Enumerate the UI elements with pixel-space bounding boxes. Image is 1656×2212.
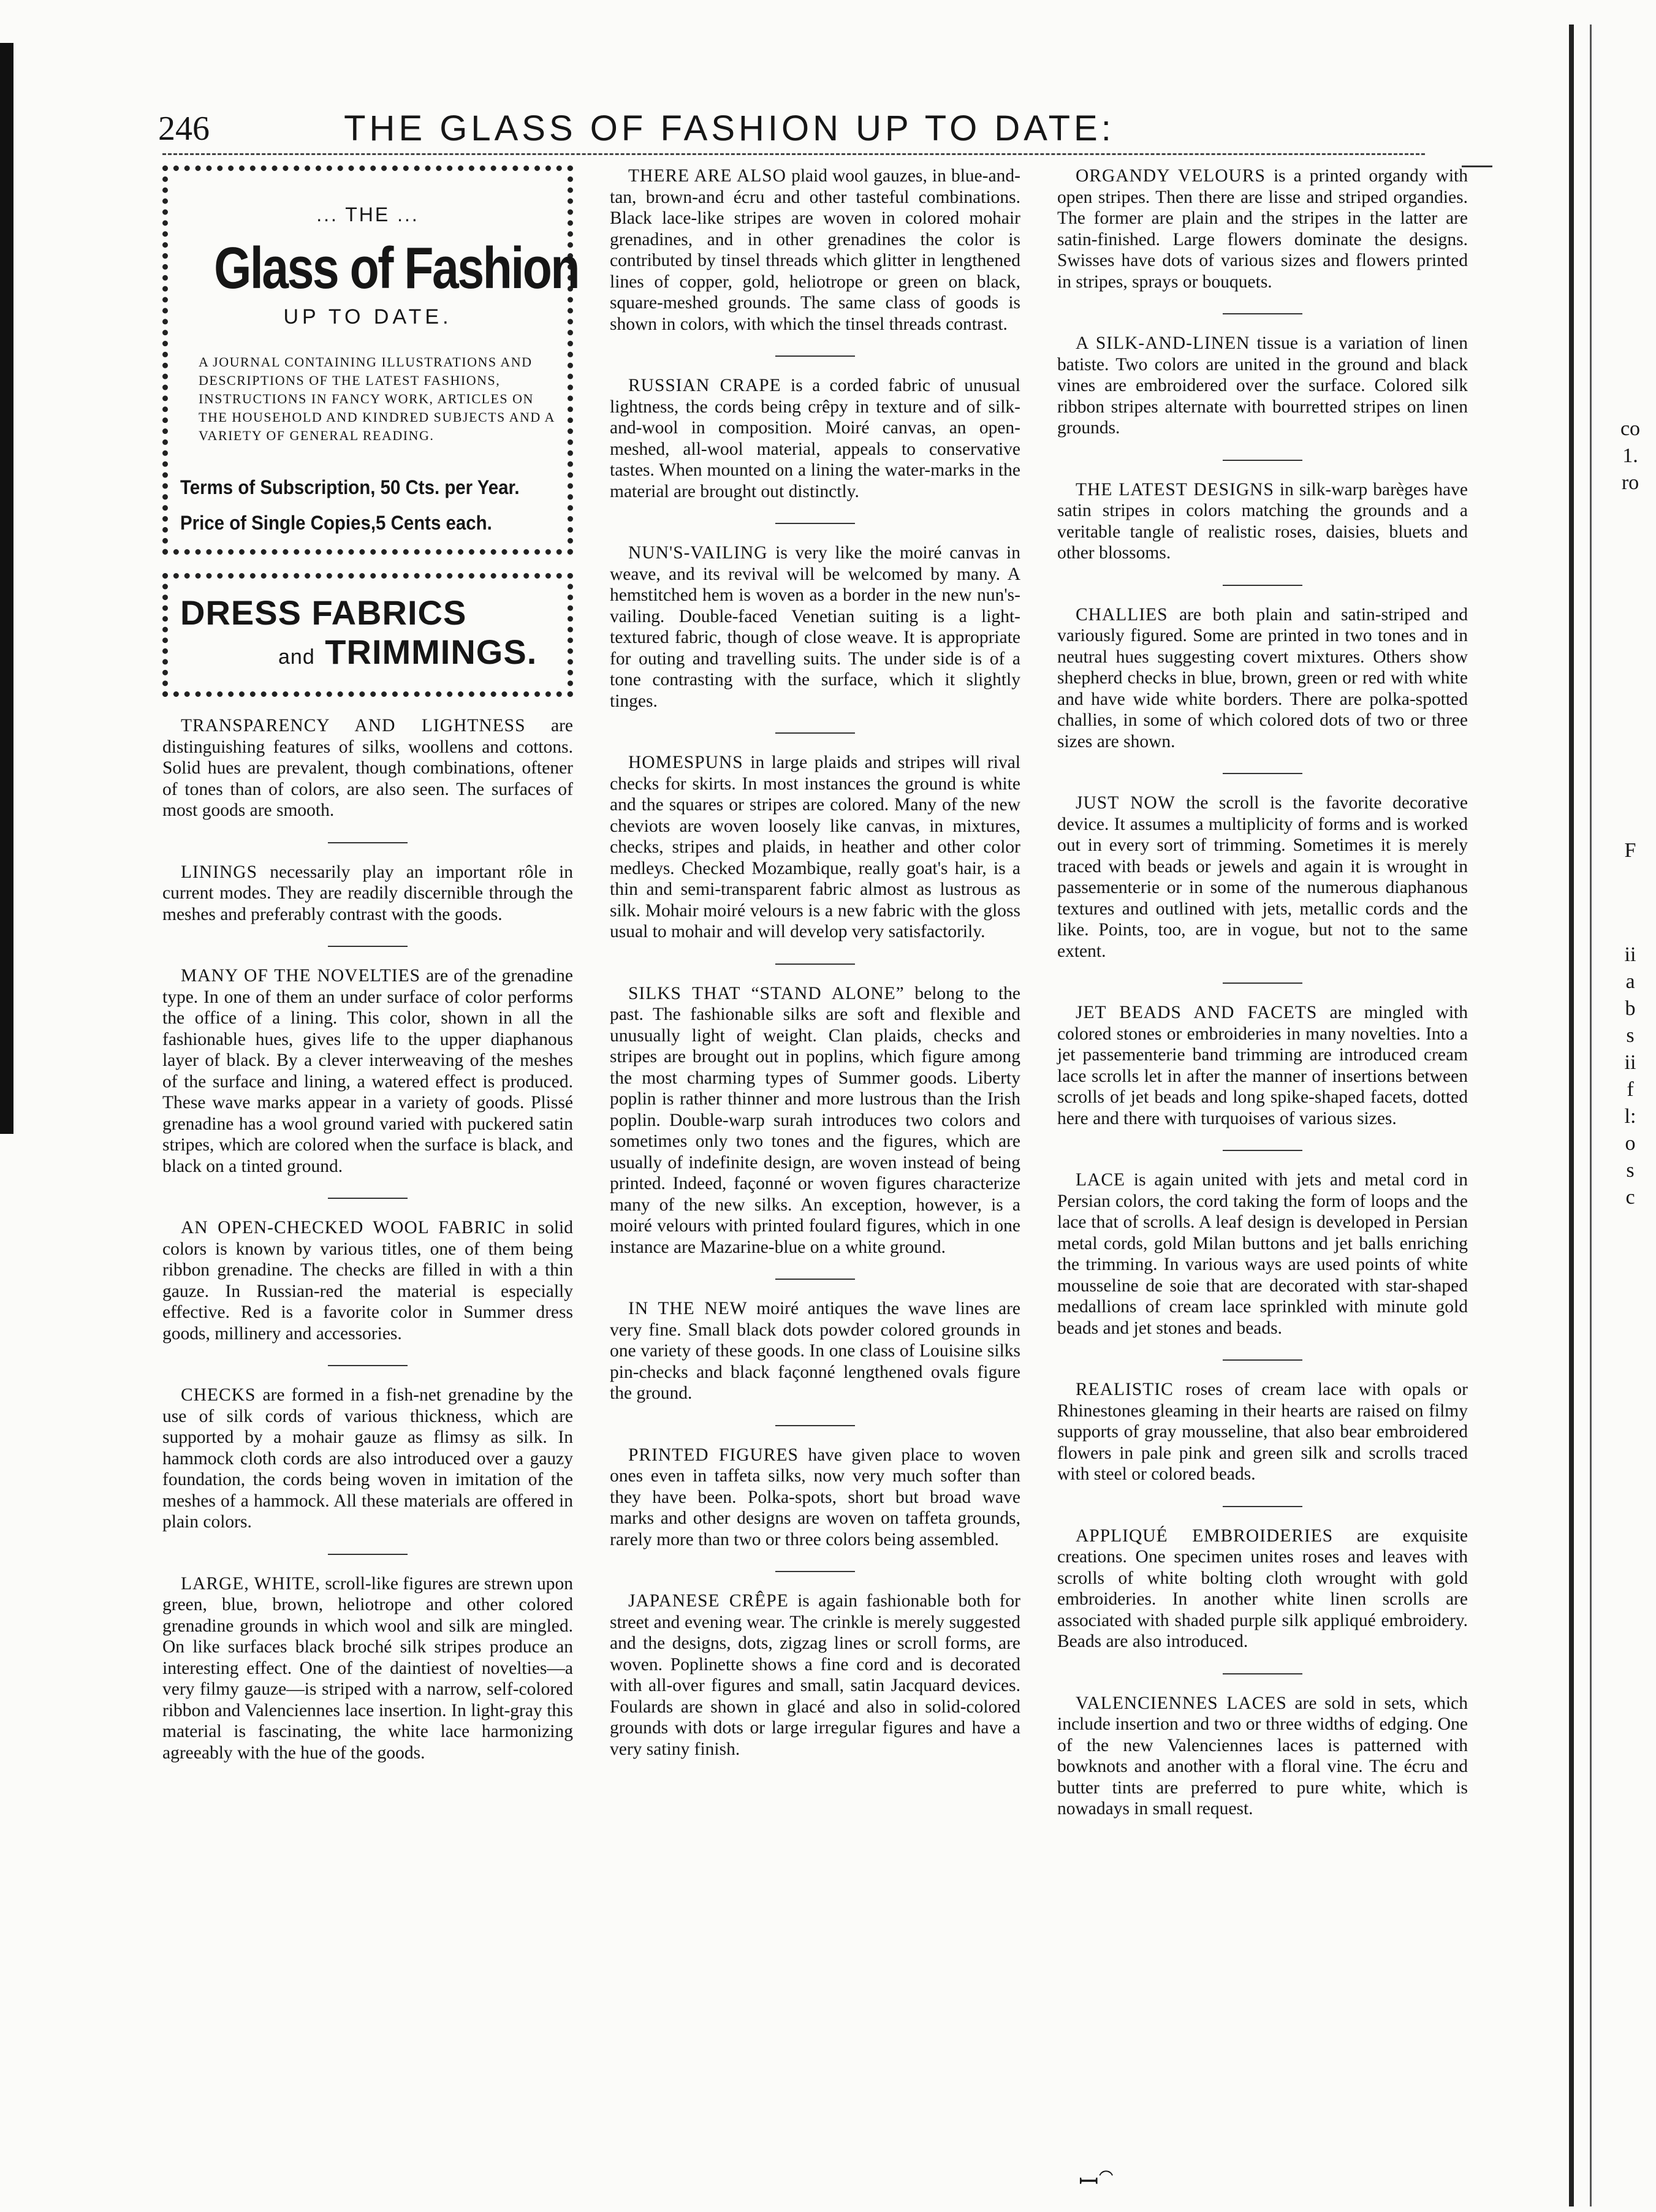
page-number: 246 xyxy=(158,110,210,148)
paragraph-separator xyxy=(1223,585,1302,586)
paragraph-lead: LARGE, WHITE, xyxy=(181,1573,321,1594)
article-paragraph xyxy=(1057,1169,1468,1339)
paragraph-separator xyxy=(1223,773,1302,774)
edge-glyph: F xyxy=(1624,839,1636,862)
edge-glyph: co xyxy=(1620,417,1641,440)
article-paragraph xyxy=(162,965,573,1177)
paragraph-lead: JUST NOW xyxy=(1076,793,1176,813)
paragraph-separator xyxy=(775,732,855,734)
article-paragraph xyxy=(1057,1526,1468,1652)
paragraph-separator xyxy=(328,1554,408,1555)
article-paragraph xyxy=(610,752,1020,943)
paragraph-body: in silk-warp barèges have satin stripes in colors matching the grounds and a veritable tangle of realistic roses, daisies, bluets and other blossoms. xyxy=(1057,479,1468,563)
edge-glyph: a xyxy=(1625,970,1635,993)
paragraph-body: are sold in sets, which include insertion and two or three widths of edging. One of the new Valenciennes laces is patterned with bowknots and another with a floral vine. The écru and butter tints are preferred to pure white, which is nowadays in small request. xyxy=(1057,1693,1468,1819)
article-paragraph xyxy=(1057,165,1468,292)
paragraph-separator xyxy=(328,842,408,843)
paragraph-lead: CHALLIES xyxy=(1076,604,1168,625)
paragraph-separator xyxy=(1223,1673,1302,1674)
paragraph-body: belong to the past. The fashionable silks are soft and flexible and unusually light of weight. Clan plaids, checks and stripes are brought out in poplins, which figure among the most charming types of Summer goods. Liberty poplin is rather thinner and more lustrous than the Irish poplin. Double-warp surah introduces two colors and sometimes only two tones and the figures, which are usually of indefinite design, are woven instead of being printed. Indeed, façonné or woven figures characterize many of the new silks. An exception, however, is a moiré velours with printed foulard figures, which in one instance are Mazarine-blue on a white ground. xyxy=(610,983,1021,1257)
article-paragraph xyxy=(162,715,573,821)
paragraph-lead: THE LATEST DESIGNS xyxy=(1076,479,1274,500)
paragraph-separator xyxy=(775,523,855,524)
article-paragraph xyxy=(1057,604,1468,753)
paragraph-separator xyxy=(1223,313,1302,314)
scan-edge-shadow xyxy=(0,43,13,1134)
paragraph-lead: LININGS xyxy=(181,862,257,882)
paragraph-separator xyxy=(1223,1150,1302,1151)
edge-glyph: b xyxy=(1625,997,1636,1020)
masthead-description: A JOURNAL CONTAINING ILLUSTRATIONS AND DESCRIPTIONS OF THE LATEST FASHIONS, INSTRUCTIONS IN FANCY WORK, ARTICLES ON THE HOUSEHOLD AND KINDRED SUBJECTS AND A VARIETY OF GENERAL READING. xyxy=(199,354,555,443)
header-rule xyxy=(162,153,1425,155)
section-title-line2: TRIMMINGS. xyxy=(325,633,537,671)
article-paragraph xyxy=(610,1445,1020,1551)
article-paragraph xyxy=(162,1573,573,1764)
article-paragraph xyxy=(610,542,1020,712)
adjacent-page-edge xyxy=(1569,25,1592,2206)
paragraph-lead: PRINTED FIGURES xyxy=(628,1445,799,1465)
paragraph-lead: VALENCIENNES LACES xyxy=(1076,1693,1287,1713)
column-3-articles xyxy=(1057,165,1468,1820)
paragraph-body: have given place to woven ones even in taffeta silks, now very much softer than they have been. Polka-spots, short but broad wave marks and other designs are woven on taffeta grounds, rarely more than two or three colors being assembled. xyxy=(610,1445,1020,1549)
edge-glyph: l: xyxy=(1624,1105,1636,1128)
paragraph-body: roses of cream lace with opals or Rhinestones gleaming in their hearts are raised on filmy supports of gray mousseline, that also bear embroidered flowers in pale pink and green silk and scrolls traced with steel or colored beads. xyxy=(1057,1380,1468,1484)
paragraph-separator xyxy=(775,1571,855,1572)
running-title: THE GLASS OF FASHION UP TO DATE: xyxy=(344,108,1115,148)
paragraph-lead: AN OPEN-CHECKED WOOL FABRIC xyxy=(181,1218,506,1237)
section-heading-box xyxy=(162,573,573,697)
paragraph-body: tissue is a variation of linen batiste. Two colors are united in the ground and black vines are embroidered over the surface. Colored silk ribbon stripes alternate with bourretted stripes on linen grounds. xyxy=(1057,333,1468,438)
paragraph-body: are exquisite creations. One specimen unites roses and leaves with scrolls of white bolting cloth wrought with gold embroideries. In another white linen scrolls are associated with shaded purple silk appliqué embroidery. Beads are also introduced. xyxy=(1057,1526,1468,1651)
paragraph-separator xyxy=(1223,982,1302,984)
column-2 xyxy=(610,165,1020,1781)
section-title-and: and xyxy=(278,645,315,669)
paragraph-lead: TRANSPARENCY AND LIGHTNESS xyxy=(181,716,526,735)
section-title xyxy=(174,581,561,689)
paragraph-body: is again united with jets and metal cord in Persian colors, the cord taking the form of loops and the lace that of scrolls. A leaf design is developed in Persian metal cords, gold Milan buttons and jet balls enriching the trimming. In various ways are used points of white mousseline de soie that are decorated with star-shaped medallions of cream lace sprinkled with minute gold beads and jet stones and beads. xyxy=(1057,1170,1468,1338)
edge-glyph: s xyxy=(1626,1159,1635,1182)
paragraph-separator xyxy=(775,1279,855,1280)
adjacent-page-fragments xyxy=(1618,417,1643,1212)
article-paragraph xyxy=(1057,1379,1468,1485)
paragraph-lead: THERE ARE ALSO xyxy=(628,166,786,186)
paragraph-body: are distinguishing features of silks, woollens and cottons. Solid hues are prevalent, though combinations, oftener of tones than of colors, are also seen. The surfaces of most goods are smooth. xyxy=(162,716,573,820)
paragraph-lead: MANY OF THE NOVELTIES xyxy=(181,966,421,986)
column-2-articles xyxy=(610,165,1020,1760)
paragraph-lead: RUSSIAN CRAPE xyxy=(628,376,781,395)
paragraph-separator xyxy=(775,355,855,357)
edge-glyph: ii xyxy=(1624,1051,1636,1074)
edge-glyph: 1. xyxy=(1622,444,1638,467)
edge-glyph: c xyxy=(1625,1186,1635,1209)
article-paragraph xyxy=(1057,479,1468,564)
article-paragraph xyxy=(1057,1002,1468,1129)
article-paragraph xyxy=(610,375,1020,502)
paragraph-lead: NUN'S-VAILING xyxy=(628,543,768,563)
paragraph-body: necessarily play an important rôle in current modes. They are readily discernible through the meshes and preferably contrast with the goods. xyxy=(162,862,573,924)
paragraph-body: are mingled with colored stones or embroideries in many novelties. Into a jet passementerie band trimming are introduced cream lace scrolls let in after the manner of insertions between scrolls of jet beads and long spike-shaped facets, dotted here and there with turquoises of various sizes. xyxy=(1057,1003,1468,1128)
paragraph-lead: A SILK-AND-LINEN xyxy=(1076,333,1250,353)
paragraph-lead: REALISTIC xyxy=(1076,1380,1174,1399)
paragraph-body: scroll-like figures are strewn upon green, blue, brown, heliotrope and other colored grenadine grounds in which wool and silk are mingled. On like surfaces black broché silk stripes produce an interesting effect. One of the daintiest of novelties—a very filmy gauze—is striped with a narrow, self-colored ribbon and Valenciennes lace insertion. In light-gray this material is fascinating, the white lace harmonizing agreeably with the hue of the goods. xyxy=(162,1573,573,1763)
edge-glyph: ro xyxy=(1621,471,1639,494)
edge-glyph: o xyxy=(1625,1132,1636,1155)
paragraph-separator xyxy=(328,1198,408,1199)
paragraph-body: in solid colors is known by various titles, one of them being ribbon grenadine. The checks are filled in with a thin gauze. In Russian-red the material is especially effective. Red is a favorite color in Summer dress goods, millinery and accessories. xyxy=(162,1218,573,1344)
paragraph-lead: JAPANESE CRÊPE xyxy=(628,1591,789,1611)
article-paragraph xyxy=(162,1217,573,1344)
paragraph-separator xyxy=(328,946,408,947)
paragraph-body: is very like the moiré canvas in weave, and its revival will be welcomed by many. A hemstitched hem is woven as a border in the new nun's-vailing. Double-faced Venetian suiting is a light-textured fabric, though of close weave. It is appropriate for outing and travelling suits. The under side is of a tone contrasting with the surface, which it slightly tinges. xyxy=(610,543,1020,711)
article-paragraph xyxy=(1057,333,1468,439)
paragraph-body: are both plain and satin-striped and variously figured. Some are printed in two tones and in neutral hues suggesting covert mixtures. Others show shepherd checks in blue, brown, green or red with white and have wide white borders. There are polka-spotted challies, in some of which colored dots of two or three sizes are shown. xyxy=(1057,604,1468,751)
paragraph-lead: LACE xyxy=(1076,1170,1126,1190)
column-1-articles xyxy=(162,715,573,1763)
paragraph-body: plaid wool gauzes, in blue-and-tan, brown-and écru and other tasteful combinations. Black lace-like stripes are woven in colored mohair grenadines, and in other grenadines the color is contributed by tinsel threads which glitter in lengthened lines of copper, gold, heliotrope or green on black, square-meshed grounds. The same class of goods is shown in colors, with which the tinsel threads contrast. xyxy=(610,166,1020,334)
masthead-the: ... THE ... xyxy=(316,203,419,226)
paragraph-separator xyxy=(775,963,855,965)
paragraph-body: moiré antiques the wave lines are very fine. Small black dots powder colored grounds in one variety of these goods. In one class of Louisine silks pin-checks and black façonné lengthened ovals figure the ground. xyxy=(610,1299,1020,1403)
paragraph-separator xyxy=(328,1365,408,1366)
price-value: 5 Cents each. xyxy=(376,512,492,534)
paragraph-body: is again fashionable both for street and evening wear. The crinkle is merely suggested and the designs, dots, zigzag lines or scroll forms, are woven. Poplinette shows a fine cord and is decorated with all-over figures and small, satin Jacquard devices. Foulards are shown in glacé and also in solid-colored grounds with dots or large irregular figures and have a very satiny finish. xyxy=(610,1591,1020,1759)
ink-mark: ꟷ⁀ xyxy=(1079,2168,1114,2195)
article-paragraph xyxy=(610,1298,1020,1404)
masthead-title: Glass of Fashion xyxy=(214,235,579,301)
masthead-subtitle: UP TO DATE. xyxy=(283,305,452,329)
paragraph-body: is a printed organdy with open stripes. Then there are lisse and striped organdies. The former are plain and the stripes in the latter are satin-finished. Large flowers dominate the designs. Swisses have dots of various sizes and flowers printed in stripes, sprays or bouquets. xyxy=(1057,166,1468,292)
paragraph-lead: CHECKS xyxy=(181,1385,256,1405)
paragraph-body: are of the grenadine type. In one of them an under surface of color performs the office of a lining. This color, shown in all the fashionable hues, gives life to the upper diaphanous layer of black. By a clever interweaving of the meshes of the surface and lining, a watered effect is produced. These wave marks appear in a variety of goods. Plissé grenadine has a wool ground varied with puckered satin stripes, which are colored when the surface is black, and black on a tinted ground. xyxy=(162,966,573,1176)
paragraph-lead: IN THE NEW xyxy=(628,1299,748,1318)
paragraph-separator xyxy=(1223,460,1302,461)
subscription-terms: Terms of Subscription, 50 Cts. per Year. xyxy=(180,476,520,498)
article-paragraph xyxy=(1057,1693,1468,1820)
paragraph-separator xyxy=(1223,1359,1302,1361)
paragraph-lead: ORGANDY VELOURS xyxy=(1076,166,1266,186)
paragraph-lead: SILKS THAT “STAND ALONE” xyxy=(628,983,905,1003)
column-1 xyxy=(162,165,579,1784)
paragraph-body: are formed in a fish-net grenadine by the use of silk cords of various thickness, which are supported by a mohair gauze as flimsy as silk. In hammock cloth cords are also introduced over a gauzy foundation, the cords being woven in imitation of the meshes of a hammock. All these materials are offered in plain colors. xyxy=(162,1385,573,1532)
article-paragraph xyxy=(610,983,1020,1258)
article-paragraph xyxy=(610,1591,1020,1760)
paragraph-body: the scroll is the favorite decorative device. It assumes a multiplicity of forms and is worked out in every sort of trimming. Sometimes it is merely traced with beads or jewels and again it is wrought in passementerie or in some of the numerous diaphanous textures and outlined with jets, metallic cords and the like. Points, too, are in vogue, but not to the same extent. xyxy=(1057,793,1468,961)
paragraph-body: in large plaids and stripes will rival checks for skirts. In most instances the ground is white and the squares or stripes are colored. Many of the new cheviots are woven loosely like canvas, in mixtures, checks, stripes and plaids, in heather and other color medleys. Checked Mozambique, really goat's hair, is a thin and semi-transparent fabric almost as lustrous as silk. Mohair moiré velours is a new fabric with the gloss usual to mohair and will develop very satisfactorily. xyxy=(610,753,1020,941)
paragraph-lead: HOMESPUNS xyxy=(628,753,743,772)
edge-glyph: ii xyxy=(1624,943,1636,966)
paragraph-separator xyxy=(775,1425,855,1426)
article-paragraph xyxy=(162,1385,573,1533)
article-paragraph xyxy=(1057,792,1468,962)
paragraph-separator xyxy=(1223,1506,1302,1507)
column-3 xyxy=(1057,165,1468,1841)
paragraph-lead: APPLIQUÉ EMBROIDERIES xyxy=(1076,1526,1334,1546)
article-paragraph xyxy=(162,862,573,925)
price-label: Price of Single Copies, xyxy=(180,512,376,534)
masthead-box xyxy=(162,165,579,555)
edge-glyph: f xyxy=(1627,1078,1634,1101)
article-paragraph xyxy=(610,165,1020,335)
paragraph-body: is a corded fabric of unusual lightness, the cords being crêpy in texture and of silk-and-wool in composition. Moiré canvas, an open-meshed, all-wool material, appeals to conservative tastes. When mounted on a lining the water-marks in the material are brought out distinctly. xyxy=(610,376,1020,501)
section-title-line1: DRESS FABRICS xyxy=(180,593,467,632)
paragraph-lead: JET BEADS AND FACETS xyxy=(1076,1003,1318,1022)
single-copy-price xyxy=(180,505,525,541)
edge-glyph: s xyxy=(1626,1024,1635,1047)
